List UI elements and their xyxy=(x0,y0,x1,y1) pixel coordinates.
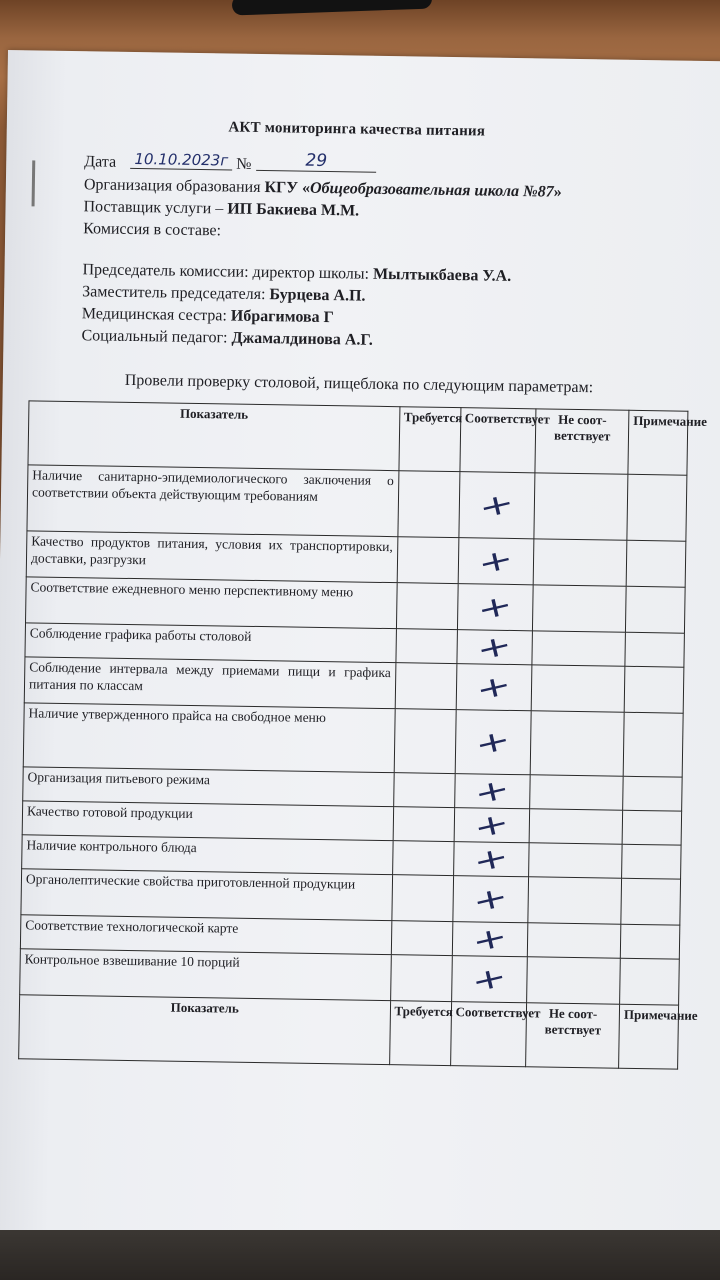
indicator-cell: Наличие утвержденного прайса на свободное меню xyxy=(23,703,395,773)
header-required: Требуется xyxy=(398,407,460,472)
indicator-cell: Наличие санитарно-эпидемиологического заключения о соответствии объекта действующим требованиям xyxy=(27,465,399,537)
check-mark: + xyxy=(475,540,517,581)
document-title: АКТ мониторинга качества питания xyxy=(228,119,486,140)
required-cell xyxy=(391,921,453,956)
required-cell xyxy=(393,773,455,808)
member-role: Медицинская сестра: xyxy=(81,305,228,325)
check-mark: + xyxy=(472,721,514,762)
note-cell xyxy=(627,474,687,541)
compliant-cell xyxy=(455,710,532,775)
required-cell xyxy=(390,955,452,1002)
note-cell xyxy=(623,712,683,777)
table-header-row xyxy=(28,401,688,475)
required-cell xyxy=(396,583,458,630)
organization-line xyxy=(84,176,562,202)
check-mark: + xyxy=(468,958,511,999)
compliant-cell xyxy=(454,804,530,845)
member-nurse xyxy=(82,305,334,327)
document-page xyxy=(0,50,720,1261)
note-cell xyxy=(620,958,680,1005)
compliant-cell xyxy=(454,770,530,811)
check-mark: + xyxy=(475,484,518,525)
date-number-line xyxy=(84,150,328,173)
check-mark: + xyxy=(471,770,514,811)
noncompliant-cell xyxy=(533,585,626,632)
org-name: Общеобразовательная школа №87 xyxy=(309,179,554,201)
indicator-cell: Организация питьевого режима xyxy=(23,767,394,807)
number-label: № xyxy=(236,155,252,173)
noncompliant-cell xyxy=(529,843,622,878)
compliant-cell xyxy=(456,664,532,711)
noncompliant-cell xyxy=(534,473,628,540)
note-cell xyxy=(623,776,683,811)
check-mark: + xyxy=(470,838,513,879)
table-row xyxy=(27,465,687,541)
indicator-cell: Качество продуктов питания, условия их транспортировки, доставки, разгрузки xyxy=(26,531,397,583)
note-cell xyxy=(622,810,682,845)
noncompliant-cell xyxy=(530,775,623,810)
compliant-cell xyxy=(452,876,528,923)
required-cell xyxy=(397,471,459,538)
table-row xyxy=(23,703,683,777)
indicator-cell: Соответствие ежедневного меню перспективному меню xyxy=(26,577,397,629)
required-cell xyxy=(395,629,457,664)
member-name: Мылтыкбаева У.А. xyxy=(372,265,512,285)
footer-header-noncompliant: Не соот-ветствует xyxy=(526,1003,620,1068)
noncompliant-cell xyxy=(528,923,621,958)
noncompliant-cell xyxy=(532,665,625,712)
footer-header-compliant: Соответствует xyxy=(450,1002,527,1067)
indicator-cell: Соблюдение интервала между приемами пищи и графика питания по классам xyxy=(24,657,395,709)
indicator-cell: Качество готовой продукции xyxy=(22,801,393,841)
note-cell xyxy=(622,844,682,879)
compliant-cell xyxy=(458,538,534,585)
member-chair xyxy=(82,261,511,286)
note-cell xyxy=(621,878,681,925)
org-suffix: » xyxy=(553,183,562,201)
org-prefix: КГУ « xyxy=(264,179,311,197)
header-noncompliant: Не соот-ветствует xyxy=(535,409,629,474)
date-value: 10.10.2023г xyxy=(130,150,232,171)
header-compliant: Соответствует xyxy=(460,408,537,473)
note-cell xyxy=(625,586,685,633)
check-mark: + xyxy=(469,918,511,959)
check-mark: + xyxy=(473,626,516,667)
org-label: Организация образования xyxy=(83,176,261,196)
member-name: Джамалдинова А.Г. xyxy=(231,329,373,349)
note-cell xyxy=(624,666,684,713)
compliant-cell xyxy=(458,472,535,539)
required-cell xyxy=(395,663,457,710)
noncompliant-cell xyxy=(534,539,627,586)
required-cell xyxy=(397,537,459,584)
check-mark: + xyxy=(469,878,512,919)
bottom-shadow xyxy=(0,1230,720,1280)
member-role: Социальный педагог: xyxy=(81,327,228,347)
noncompliant-cell xyxy=(532,631,625,666)
footer-header-required: Требуется xyxy=(389,1001,451,1066)
indicator-cell: Соответствие технологической карте xyxy=(20,915,391,955)
table-footer-header-row xyxy=(19,995,679,1069)
indicator-cell: Органолептические свойства приготовленной продукции xyxy=(21,869,392,921)
commission-label: Комиссия в составе: xyxy=(83,220,222,240)
number-value: 29 xyxy=(256,150,376,173)
compliant-cell xyxy=(457,626,533,667)
date-label: Дата xyxy=(84,153,117,171)
member-name: Ибрагимова Г xyxy=(230,307,334,327)
supplier-label: Поставщик услуги – xyxy=(83,198,224,218)
check-mark: + xyxy=(470,804,513,845)
indicator-cell: Контрольное взвешивание 10 порций xyxy=(20,949,391,1001)
check-mark: + xyxy=(473,666,515,707)
compliant-cell xyxy=(451,956,527,1003)
check-mark: + xyxy=(474,586,517,627)
header-indicator: Показатель xyxy=(28,401,400,471)
note-cell xyxy=(626,540,686,587)
note-cell xyxy=(620,924,680,959)
noncompliant-cell xyxy=(529,809,622,844)
member-role: Председатель комиссии: директор школы: xyxy=(82,261,370,283)
member-social-pedagogue xyxy=(81,327,373,350)
noncompliant-cell xyxy=(531,711,625,776)
indicator-cell: Соблюдение графика работы столовой xyxy=(25,623,396,663)
compliant-cell xyxy=(453,838,529,879)
supplier-line xyxy=(83,198,359,220)
inspection-intro: Провели проверку столовой, пищеблока по следующим параметрам: xyxy=(124,371,594,397)
compliant-cell xyxy=(452,918,528,959)
required-cell xyxy=(392,841,454,876)
footer-header-note: Примечание xyxy=(619,1004,679,1069)
compliant-cell xyxy=(457,584,533,631)
inspection-table xyxy=(18,400,708,1069)
required-cell xyxy=(393,807,455,842)
note-cell xyxy=(625,632,685,667)
member-deputy xyxy=(82,283,366,305)
supplier-value: ИП Бакиева М.М. xyxy=(227,200,360,220)
header-note: Примечание xyxy=(628,410,688,475)
margin-mark xyxy=(32,160,36,206)
footer-header-indicator: Показатель xyxy=(19,995,391,1065)
indicator-cell: Наличие контрольного блюда xyxy=(22,835,393,875)
noncompliant-cell xyxy=(528,877,621,924)
member-name: Бурцева А.П. xyxy=(269,286,366,305)
member-role: Заместитель председателя: xyxy=(82,283,266,304)
required-cell xyxy=(394,709,456,774)
required-cell xyxy=(391,875,453,922)
noncompliant-cell xyxy=(527,957,620,1004)
